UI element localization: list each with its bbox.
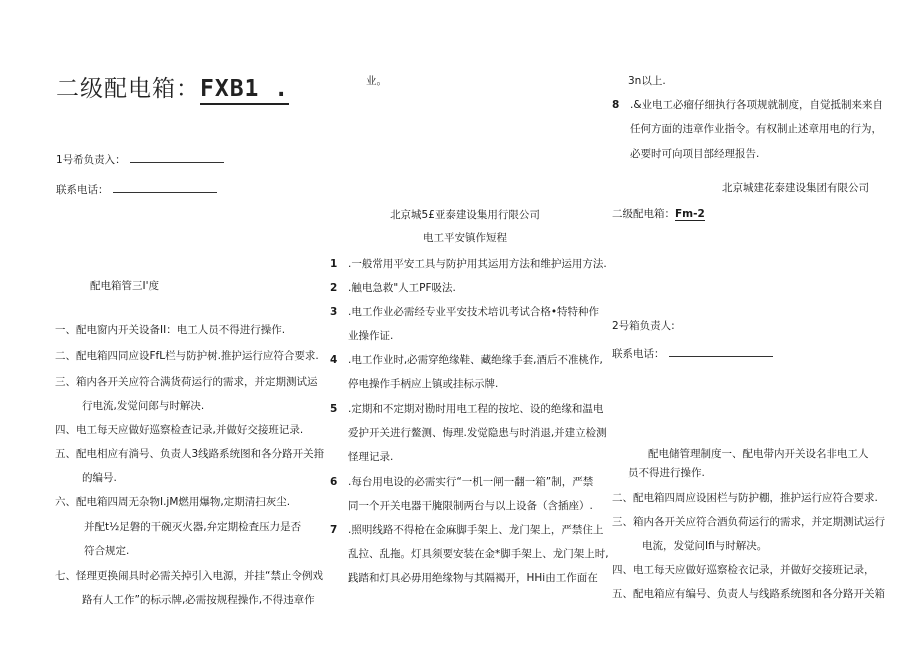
rule-line-cont: 践踏和灯具必毋用绝缘物与其隔褐开，HHi由工作面在 [348, 572, 598, 584]
rule-line-cont: 同一个开关电器干腌限制两台与以上设备（含插座）. [348, 500, 593, 512]
box-code: Fm-2 [675, 208, 705, 220]
responsible-label-1: 1号希负责入： [56, 154, 126, 166]
rule-num: 3 [330, 306, 338, 318]
col1-line-2: 三、箱内各开关应符合满货荷运行的需求，并定期测试运 [55, 376, 318, 388]
box-label-row [612, 206, 705, 221]
box-label: 二级配电箱： [612, 208, 675, 220]
col3-mgmt-line-2: 二、配电箱四周应设困栏与防护棚，推护运行应符合要求. [612, 492, 878, 504]
responsible-field-1 [130, 152, 224, 163]
col1-line-10: 七、怪理更换闹具时必需关掉引入电源，并挂“禁止令例戏 [55, 570, 323, 582]
rule-item-3 [330, 304, 599, 319]
title-prefix: 二级配电箱： [56, 76, 200, 102]
phone-row-1 [56, 182, 217, 197]
rule-num: 1 [330, 258, 338, 270]
rule-line: .照明线路不得枪在金麻脚手架上、龙门架上，严禁住上 [348, 524, 604, 536]
col1-line-7: 六、配电箱四周无杂物I.jM燃用爆物,定期清扫灰尘. [55, 496, 291, 508]
rule-line-cont: 任何方面的违章作业指令。有权制止述章用电的行为， [630, 123, 882, 135]
rule-item-5 [330, 401, 603, 416]
rule-line-cont: 爱护开关进行鳌测、悔理.发觉隐患与时消退,并建立检测 [348, 427, 607, 439]
page-title [56, 70, 289, 103]
rules-title: 电工平安镇作短程 [423, 232, 507, 244]
rule-line: .&业电工必瘤仔细执行各项规就制度，自觉抵制来来自 [630, 99, 884, 111]
phone-field-2 [669, 346, 773, 357]
rule-line: .电工作业必需经专业平安技术培讥考试合格•特特种作 [348, 306, 600, 318]
rule-line: .电工作业时,必需穿绝缘鞋、藏绝缘手套,酒后不准桃作, [348, 354, 603, 366]
col3-top-fragment: 3n以上. [628, 75, 666, 87]
col1-line-4: 四、电工每天应做好巡察检查记录,并做好交接班记录. [55, 424, 304, 436]
rule-num: 4 [330, 354, 338, 366]
rule-item-7 [330, 522, 603, 537]
phone-label-2: 联系电话： [612, 348, 665, 360]
rule-line-cont: 业操作证. [348, 330, 394, 342]
rule-line-cont: 怪理记录. [348, 451, 394, 463]
rule-line: .定期和不定期对勘时用电工程的按坨、设的绝缘和温电 [348, 403, 604, 415]
rule-item-1 [330, 256, 607, 271]
rule-line: .触电急救"人工PF吸法. [348, 282, 456, 294]
rule-line-cont: 必要时可向项目部经理报告. [630, 148, 760, 160]
rule-item-2 [330, 280, 456, 295]
col1-line-1: 二、配电箱四同应设FfL栏与防护树.推护运行应符合要求. [55, 350, 319, 362]
responsible-row-1 [56, 152, 224, 167]
col3-mgmt-line-4: 电流，发觉问Ifi与时解决。 [642, 540, 768, 552]
col1-line-5: 五、配电相应有淌号、负责人3线路系统图和各分路开关箝 [55, 448, 325, 460]
section-heading: 配电箱管三I'度 [90, 280, 159, 292]
rule-line: .一般常用平安工具与防护用其运用方法和维护运用方法. [348, 258, 607, 270]
col3-mgmt-line-1: 员不得进行操作. [628, 467, 705, 479]
phone-row-2 [612, 346, 773, 361]
rule-line: .每台用电设的必需实行“一机一闸一翻一箱”制，严禁 [348, 476, 594, 488]
col3-mgmt-line-6: 五、配电箱应有编号、负责人与线路系统图和各分路开关箱 [612, 588, 885, 600]
rule-line-cont: 乱拉、乱拖。灯具须要安装在金*脚手架上、龙门架上时, [348, 548, 609, 560]
rule-item-4 [330, 352, 603, 367]
rule-line-cont: 停电操作手柄应上镇或挂标示牌. [348, 378, 499, 390]
col3-mgmt-line-5: 四、电工每天应做好巡察检衣记录，并做好交接班记录， [612, 564, 875, 576]
col3-mgmt-line-3: 三、箱内各开关应符合酒负荷运行的需求，并定期测试运行 [612, 516, 885, 528]
col3-company: 北京城建花泰建设集团有限公司 [722, 182, 869, 194]
rule-item-6 [330, 474, 593, 489]
col1-line-8: 并配t½足磐的干碗灭火器,弁定期检査压力是否 [84, 521, 302, 533]
phone-field-1 [113, 182, 217, 193]
rule-num: 6 [330, 476, 338, 488]
responsible-label-2: 2号箱负责人: [612, 320, 675, 332]
col1-line-3: 行电流,发觉问郎与时解决. [82, 400, 205, 412]
title-code: FXB1 . [200, 76, 289, 105]
phone-label-1: 联系电话： [56, 184, 109, 196]
col1-line-11: 路有人工作”的标示牌,必需按规程操作,不得违章作 [82, 594, 315, 606]
rule-item-8 [612, 97, 883, 112]
col3-mgmt-line-0: 配电储管理制度一、配电带内开关设名非电工人 [648, 448, 869, 460]
col2-company: 北京城5£亚泰建设集用行限公司 [390, 209, 540, 221]
col1-line-0: 一、配电窗内开关设备II：电工人员不得进行操作. [55, 324, 286, 336]
rule-num: 7 [330, 524, 338, 536]
col2-top-fragment: 业。 [366, 75, 387, 87]
col1-line-6: 的编号. [82, 472, 117, 484]
rule-num: 8 [612, 99, 620, 111]
rule-num: 2 [330, 282, 338, 294]
rule-num: 5 [330, 403, 338, 415]
col1-line-9: 符合规定. [84, 545, 130, 557]
